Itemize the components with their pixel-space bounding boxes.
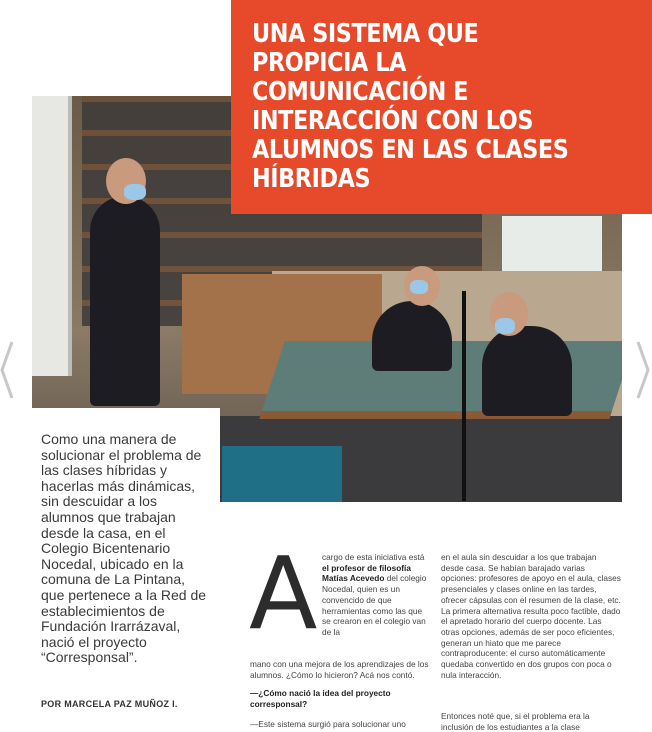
phone-tripod [462, 291, 466, 501]
column2-paragraph2: Entonces noté que, si el problema era la inclusión de los estudiantes a la clase [441, 711, 590, 732]
student-figure-2 [482, 326, 572, 416]
teacher-figure [90, 196, 160, 406]
prev-page-button[interactable] [0, 340, 14, 400]
student-figure-1 [372, 301, 452, 371]
drop-cap: A [249, 535, 318, 652]
next-page-button[interactable] [636, 340, 650, 400]
column1-paragraph2: mano con una mejora de los aprendizajes de los alumnos. ¿Cómo lo hicieron? Acá nos contó. [250, 659, 429, 680]
chevron-left-icon [0, 340, 14, 400]
student-mask-2 [495, 318, 515, 334]
column1-paragraph1: cargo de esta iniciativa está el profesor de filosofía Matías Acevedo del colegio Nocedal, quien es un convencido de que herramientas como las que se crearon en el colegio van de la [322, 552, 427, 637]
column2-paragraph1: en el aula sin descuidar a los que trabajan desde casa. Se habían barajado varias opciones: profesores de apoyo en el aula, clases presenciales y clases online en las tardes, ofrecer cápsulas con el resumen de la clase, etc. La primera alternativa resulta poco factible, dado el apretado horario del cuerpo docente. Las otras opciones, además de ser poco eficientes, generan un hiato que me parece contraproducente: el curso automáticamente quedaba convertido en dos grupos con poca o nula interacción. [441, 552, 621, 680]
blue-mat [222, 446, 342, 502]
teacher-name: el profesor de filosofía Matías Acevedo [322, 562, 411, 584]
student-mask-1 [410, 280, 428, 294]
article-title: UNA SISTEMA QUE PROPICIA LA COMUNICACIÓN E INTERACCIÓN CON LOS ALUMNOS EN LAS CLASES HÍBRIDAS [252, 19, 569, 194]
byline: POR MARCELA PAZ MUÑOZ I. [41, 699, 178, 709]
projection-screen [32, 96, 72, 376]
article-lede: Como una manera de solucionar el problema de las clases híbridas y hacerlas más dinámicas, sin descuidar a los alumnos que trabajan desde la casa, en el Colegio Bicentenario Nocedal, ubicado en la comuna de La Pintana, que pertenece a la Red de establecimientos de Fundación Irarrázaval, nació el proyecto “Corresponsal”. [41, 431, 207, 666]
teacher-mask [124, 184, 146, 200]
column1-answer: —Este sistema surgió para solucionar uno [250, 719, 406, 729]
interview-question: —¿Cómo nació la idea del proyecto corresponsal? [250, 688, 391, 709]
chevron-right-icon [636, 340, 650, 400]
